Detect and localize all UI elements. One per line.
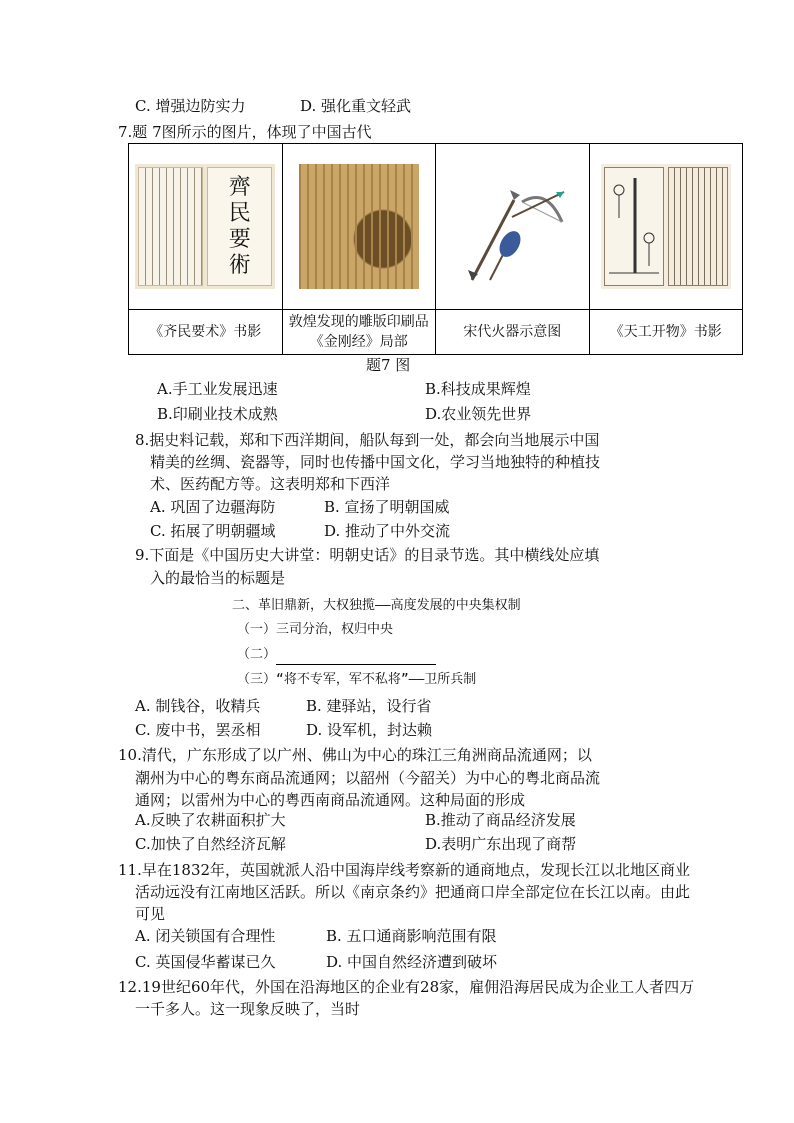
caption-tiangong: 《天工开物》书影 [589, 310, 743, 355]
figure-cell-qimin [129, 144, 283, 310]
toc-item-2-label: （二） [237, 647, 277, 662]
q10-option-d: D.表明广东出现了商帮 [425, 835, 577, 853]
q9-option-d: D. 设军机，封达赖 [306, 721, 433, 739]
caption-sutra-line2: 《金刚经》局部 [309, 334, 408, 350]
q10-stem-line1: 10.清代，广东形成了以广州、佛山为中心的珠江三角洲商品流通网；以 [118, 746, 592, 764]
song-firearms-illustration [452, 162, 572, 287]
q7-option-a: A.手工业发展迅速 [157, 380, 278, 398]
q9-option-a: A. 制钱谷，收精兵 [135, 697, 261, 715]
figure-cell-sutra [282, 144, 436, 310]
cover-char: 民 [228, 200, 251, 226]
cover-char: 要 [228, 226, 251, 252]
q7-stem: 7.题 7图所示的图片，体现了中国古代 [118, 123, 372, 141]
q7-option-d: D.农业领先世界 [425, 405, 532, 423]
q8-option-a: A. 巩固了边疆海防 [150, 498, 276, 516]
q9-option-c: C. 废中书，罢丞相 [135, 721, 261, 739]
workers-illustration [605, 168, 663, 283]
toc-chapter-title: 二、革旧鼎新，大权独揽——高度发展的中央集权制 [232, 598, 521, 613]
q11-option-d: D. 中国自然经济遭到破坏 [326, 953, 498, 971]
q8-stem-line3: 术、医药配方等。这表明郑和下西洋 [150, 475, 391, 493]
q11-stem-line3: 可见 [135, 905, 166, 923]
q12-stem-line2: 一千多人。这一现象反映了，当时 [135, 1000, 361, 1018]
q9-option-b: B. 建驿站，设行省 [306, 697, 432, 715]
caption-qimin: 《齐民要术》书影 [129, 310, 283, 355]
q9-stem-line1: 9.下面是《中国历史大讲堂：明朝史话》的目录节选。其中横线处应填 [135, 546, 600, 564]
toc-item-1: （一）三司分治，权归中央 [237, 622, 394, 637]
figure-cell-firearms [436, 144, 590, 310]
cover-char: 齊 [228, 174, 251, 200]
q10-option-a: A.反映了农耕面积扩大 [135, 811, 286, 829]
q6-option-d: D. 强化重文轻武 [300, 97, 412, 115]
diamond-sutra-print-image [299, 164, 419, 289]
caption-sutra [282, 310, 436, 355]
q8-stem-line1: 8.据史料记载，郑和下西洋期间，船队每到一处，都会向当地展示中国 [135, 431, 600, 449]
q7-figure-table [128, 143, 743, 355]
tiangong-kaiwu-book-image [601, 164, 731, 289]
q7-figure-caption: 题7 图 [366, 356, 411, 374]
caption-sutra-line1: 敦煌发现的雕版印刷品 [288, 314, 429, 330]
q11-stem-line1: 11.早在1832年，英国就派人沿中国海岸线考察新的通商地点，发现长江以北地区商业 [118, 861, 691, 879]
toc-item-3: （三）“将不专军，军不私将”——卫所兵制 [237, 672, 477, 687]
q8-option-b: B. 宣扬了明朝国威 [324, 498, 450, 516]
cover-char: 術 [228, 252, 251, 278]
q10-stem-line2: 潮州为中心的粤东商品流通网；以韶州（今韶关）为中心的粤北商品流 [135, 769, 601, 787]
caption-firearms: 宋代火器示意图 [436, 310, 590, 355]
q10-option-c: C.加快了自然经济瓦解 [135, 835, 286, 853]
q8-stem-line2: 精美的丝绸、瓷器等，同时也传播中国文化，学习当地独特的种植技 [150, 453, 601, 471]
figure-cell-tiangong [589, 144, 743, 310]
q7-option-c: B.印刷业技术成熟 [157, 405, 278, 423]
q6-option-c: C. 增强边防实力 [135, 97, 246, 115]
q11-stem-line2: 活动远没有江南地区活跃。所以《南京条约》把通商口岸全部定位在长江以南。由此 [135, 883, 691, 901]
answer-blank-line [276, 650, 436, 665]
q11-option-b: B. 五口通商影响范围有限 [326, 927, 497, 945]
toc-item-2 [237, 645, 436, 665]
q10-stem-line3: 通网；以雷州为中心的粤西南商品流通网。这种局面的形成 [135, 791, 526, 809]
qimin-yaoshu-book-image [135, 164, 275, 289]
q11-option-a: A. 闭关锁国有合理性 [135, 927, 276, 945]
q9-stem-line2: 入的最恰当的标题是 [150, 569, 286, 587]
q8-option-c: C. 拓展了明朝疆域 [150, 522, 276, 540]
q10-option-b: B.推动了商品经济发展 [425, 811, 576, 829]
q12-stem-line1: 12.19世纪60年代，外国在沿海地区的企业有28家，雇佣沿海居民成为企业工人者四万 [118, 978, 695, 996]
q8-option-d: D. 推动了中外交流 [324, 522, 451, 540]
q11-option-c: C. 英国侵华蓄谋已久 [135, 953, 276, 971]
q7-option-b: B.科技成果辉煌 [425, 380, 531, 398]
